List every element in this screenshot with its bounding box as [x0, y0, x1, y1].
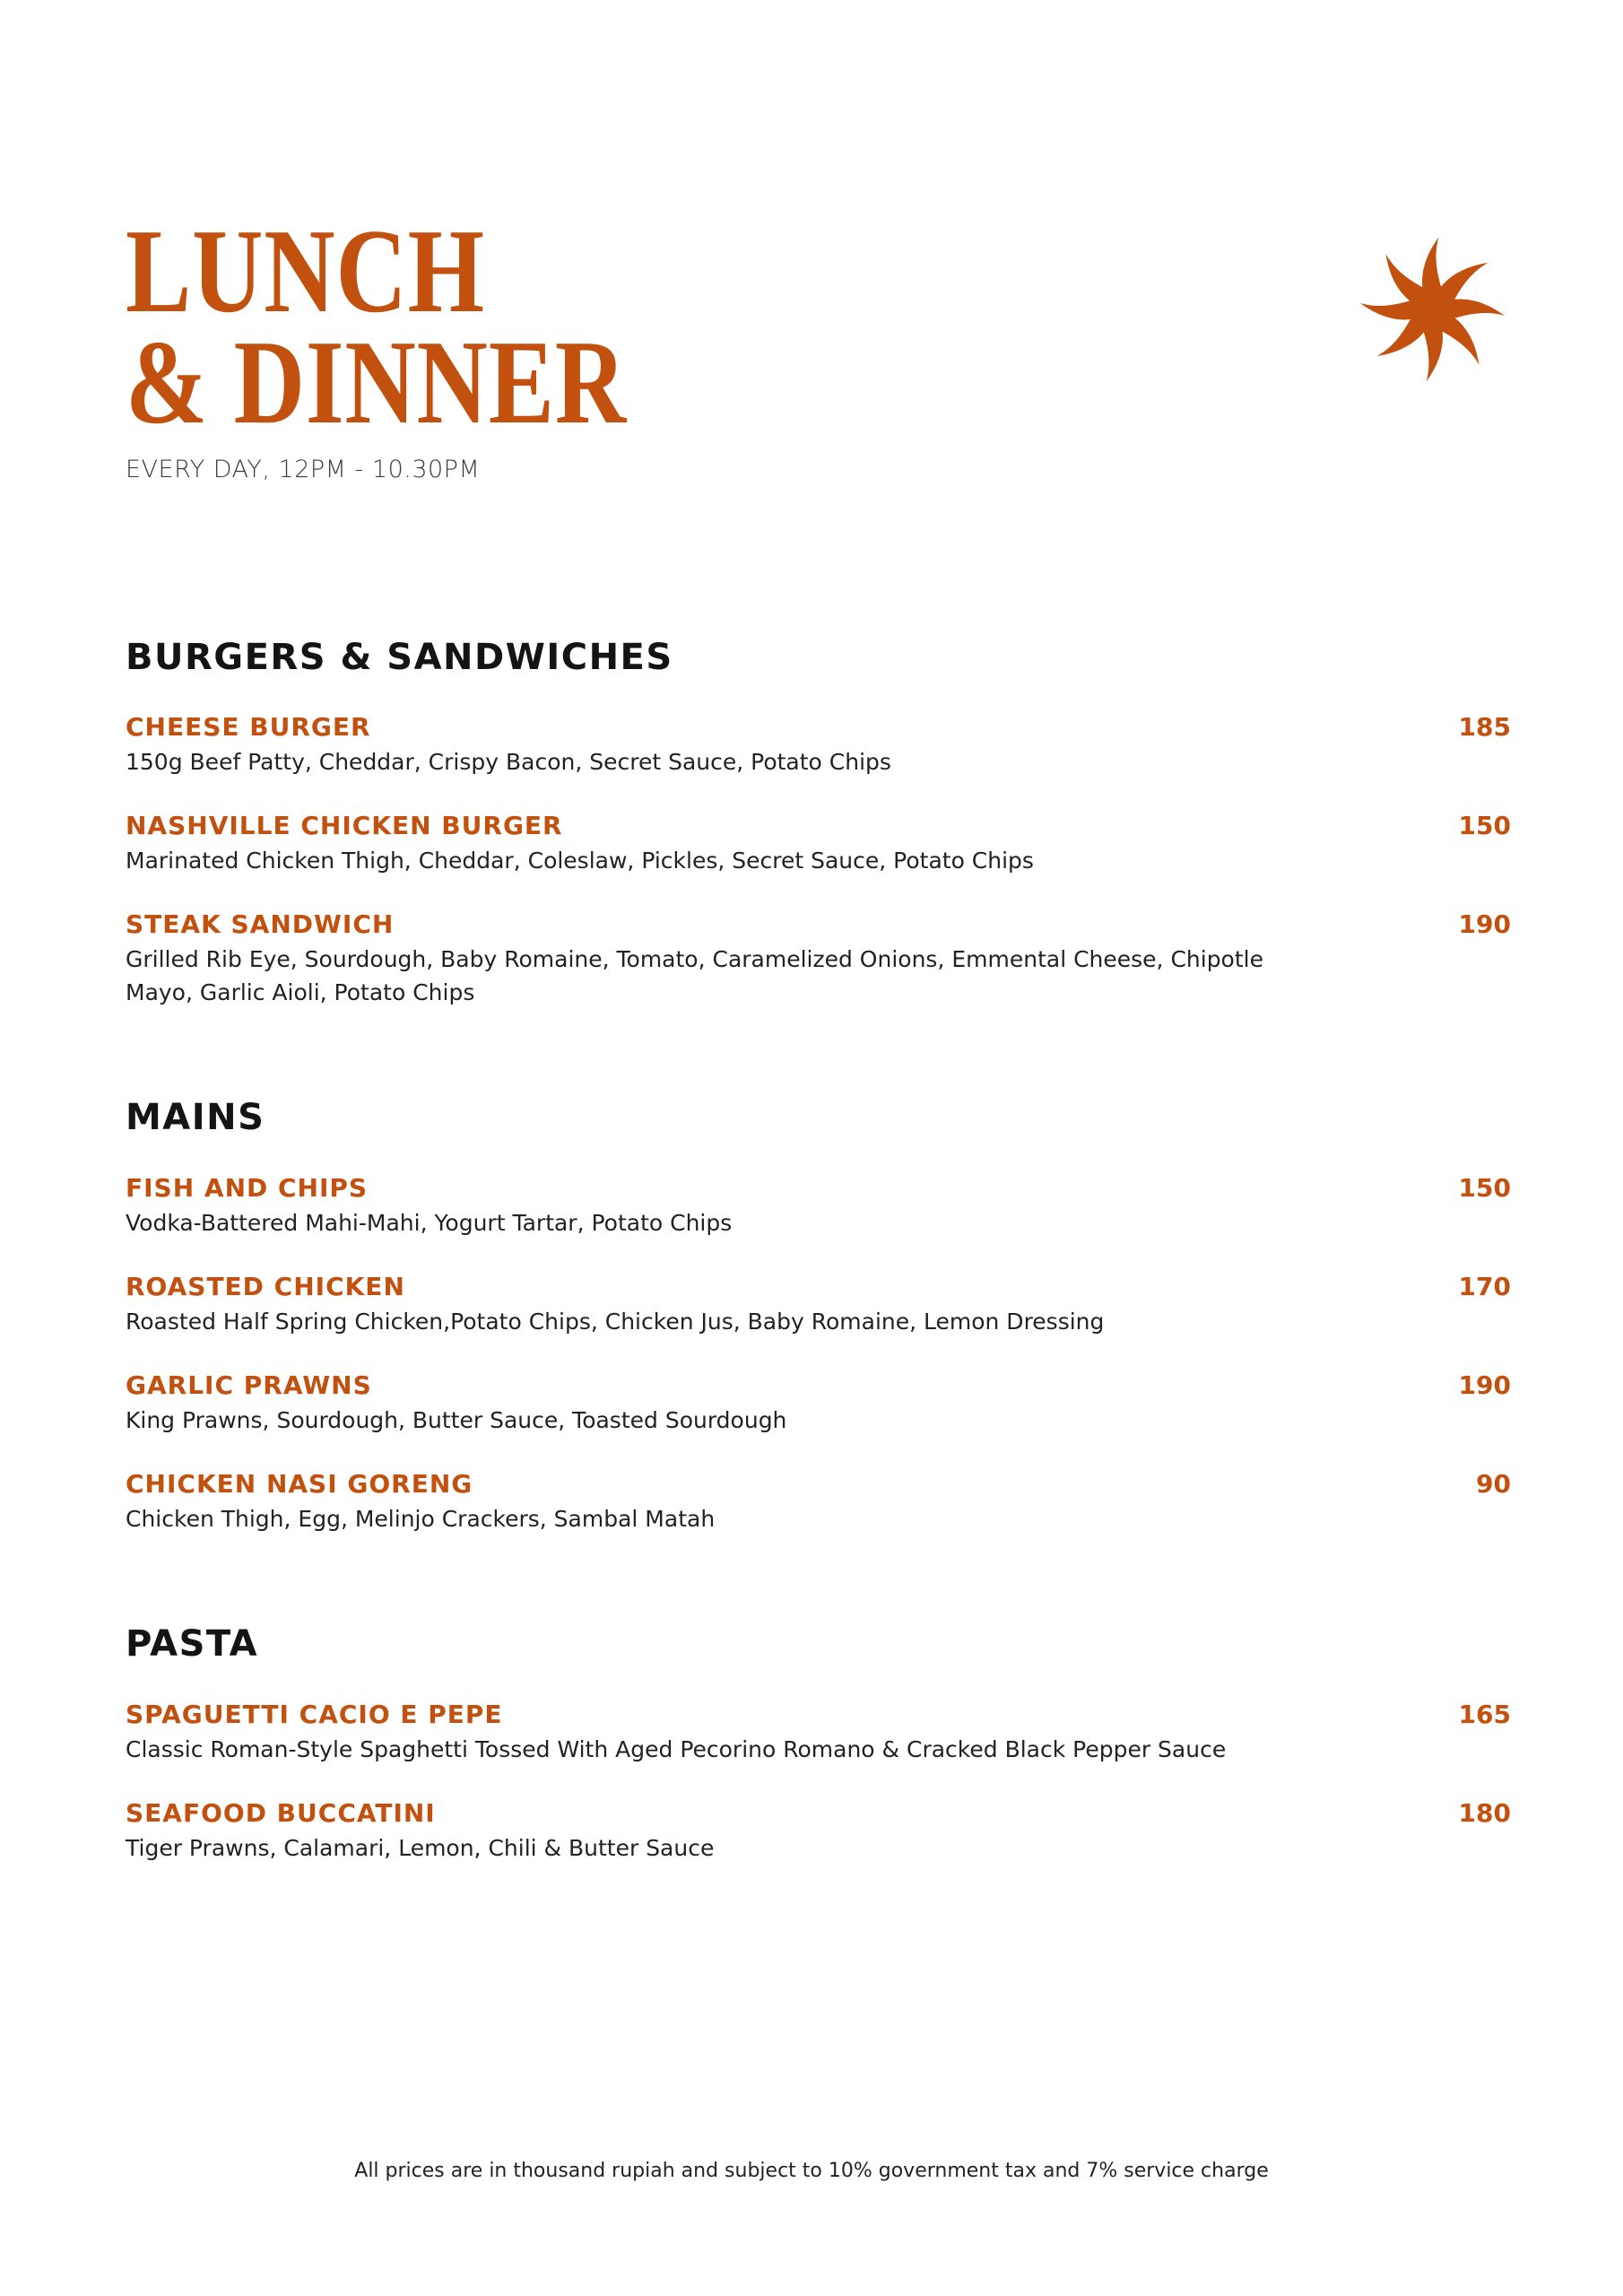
item-description: Marinated Chicken Thigh, Cheddar, Coleslaw, Pickles, Secret Sauce, Potato Chips — [126, 848, 1034, 874]
item-description: Classic Roman-Style Spaghetti Tossed With Aged Pecorino Romano & Cracked Black Pepper Sauce — [126, 1736, 1227, 1762]
menu-item — [126, 1172, 1511, 1239]
service-hours: EVERY DAY, 12PM - 10.30PM — [126, 456, 481, 483]
item-name: SEAFOOD BUCCATINI — [126, 1798, 436, 1828]
item-price: 170 — [1458, 1272, 1511, 1301]
item-price: 185 — [1458, 712, 1511, 742]
item-description: Grilled Rib Eye, Sourdough, Baby Romaine, Tomato, Caramelized Onions, Emmental Cheese, Chipotle Mayo, Garlic Aioli, Potato Chips — [126, 946, 1263, 1005]
menu-title — [126, 204, 628, 448]
item-price: 150 — [1458, 811, 1511, 840]
menu-title-line-1: LUNCH — [126, 204, 485, 337]
item-description: 150g Beef Patty, Cheddar, Crispy Bacon, Secret Sauce, Potato Chips — [126, 749, 891, 775]
section-heading-mains: MAINS — [126, 1097, 265, 1138]
menu-item — [126, 1699, 1511, 1766]
section-heading-burgers-sandwiches: BURGERS & SANDWICHES — [126, 637, 673, 678]
item-price: 180 — [1458, 1798, 1511, 1828]
item-description: Tiger Prawns, Calamari, Lemon, Chili & Butter Sauce — [126, 1835, 715, 1861]
item-price: 90 — [1476, 1469, 1511, 1499]
item-name: GARLIC PRAWNS — [126, 1370, 372, 1400]
item-name: STEAK SANDWICH — [126, 909, 395, 939]
item-price: 190 — [1458, 1370, 1511, 1400]
item-name: FISH AND CHIPS — [126, 1173, 369, 1203]
menu-title-line-2: & DINNER — [126, 316, 628, 448]
section-heading-pasta: PASTA — [126, 1623, 259, 1665]
price-disclaimer: All prices are in thousand rupiah and subject to 10% government tax and 7% service charge — [354, 2160, 1269, 2182]
item-name: NASHVILLE CHICKEN BURGER — [126, 811, 563, 840]
item-description: Roasted Half Spring Chicken,Potato Chips, Chicken Jus, Baby Romaine, Lemon Dressing — [126, 1309, 1105, 1335]
menu-item — [126, 909, 1511, 1009]
item-name: SPAGUETTI CACIO E PEPE — [126, 1700, 503, 1729]
menu-item — [126, 711, 1511, 778]
item-price: 190 — [1458, 909, 1511, 939]
sun-icon — [1354, 229, 1511, 390]
menu-item — [126, 1797, 1511, 1865]
item-description: King Prawns, Sourdough, Butter Sauce, Toasted Sourdough — [126, 1407, 787, 1433]
menu-item — [126, 1468, 1511, 1535]
item-name: CHEESE BURGER — [126, 712, 371, 742]
item-description: Chicken Thigh, Egg, Melinjo Crackers, Sambal Matah — [126, 1506, 716, 1532]
menu-item — [126, 810, 1511, 877]
item-name: CHICKEN NASI GORENG — [126, 1469, 473, 1499]
item-name: ROASTED CHICKEN — [126, 1272, 405, 1301]
item-description: Vodka-Battered Mahi-Mahi, Yogurt Tartar, Potato Chips — [126, 1210, 733, 1236]
item-price: 165 — [1458, 1700, 1511, 1729]
item-price: 150 — [1458, 1173, 1511, 1203]
menu-item — [126, 1271, 1511, 1338]
menu-item — [126, 1370, 1511, 1437]
